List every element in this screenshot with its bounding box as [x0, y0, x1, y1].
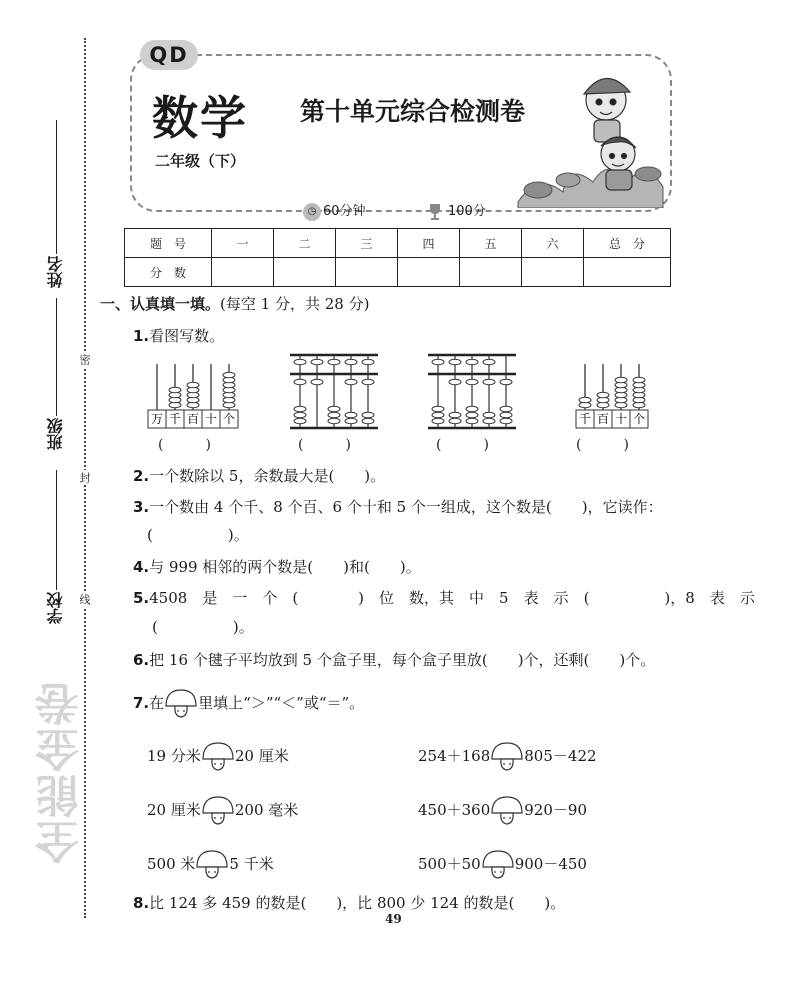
- school-blank: [56, 470, 57, 590]
- score-cell[interactable]: [584, 258, 671, 287]
- mushroom-icon: [164, 688, 198, 720]
- score-cell[interactable]: [398, 258, 460, 287]
- compare-row: 254＋168 805－422: [418, 741, 597, 773]
- table-header-cell: 一: [212, 229, 274, 258]
- abacus-d: [572, 360, 652, 432]
- score-table: [124, 228, 671, 287]
- abacus-label: 个: [632, 412, 646, 426]
- answer-blank[interactable]: ( ): [576, 437, 629, 453]
- seal-word-feng: 封: [78, 472, 91, 483]
- compare-row: 500＋50 900－450: [418, 849, 587, 881]
- time-limit: ◷ 60分钟: [303, 200, 366, 221]
- question-8: 8.比 124 多 459 的数是( )，比 800 少 124 的数是( )。: [133, 894, 566, 912]
- question-5-continuation: ( )。: [152, 618, 254, 636]
- score-table-header-row: [125, 229, 671, 258]
- trophy-icon: [428, 203, 442, 221]
- abacus-label: 十: [614, 412, 628, 426]
- table-header-cell: 六: [522, 229, 584, 258]
- abacus-label: 百: [596, 412, 610, 426]
- abacus-a: [143, 360, 243, 432]
- section-title: 一、认真填一填。(每空 1 分，共 28 分): [100, 295, 370, 313]
- question-3-continuation: ( )。: [147, 526, 249, 544]
- compare-blank-mushroom-icon[interactable]: [195, 849, 229, 881]
- score-cell[interactable]: [522, 258, 584, 287]
- compare-blank-mushroom-icon[interactable]: [490, 795, 524, 827]
- clock-icon: ◷: [303, 203, 321, 221]
- abacus-label: 个: [222, 412, 236, 426]
- class-blank: [56, 298, 57, 416]
- name-blank: [56, 120, 57, 254]
- seal-word-xian: 线: [78, 594, 91, 605]
- abacus-c: [426, 352, 518, 432]
- full-score: 100分: [428, 200, 486, 221]
- compare-blank-mushroom-icon[interactable]: [201, 795, 235, 827]
- question-7: 7.在 里填上“＞”“＜”或“＝”。: [133, 688, 364, 720]
- school-label: 学校: [46, 592, 65, 624]
- question-1: 1.看图写数。: [133, 327, 225, 345]
- abacus-label: 千: [578, 412, 592, 426]
- edition-badge: QD: [140, 40, 198, 70]
- abacus-label: 千: [168, 412, 182, 426]
- question-6: 6.把 16 个毽子平均放到 5 个盒子里，每个盒子里放( )个，还剩( )个。: [133, 651, 656, 669]
- table-header-cell: 题 号: [125, 229, 212, 258]
- compare-blank-mushroom-icon[interactable]: [201, 741, 235, 773]
- class-label: 班级: [46, 418, 65, 450]
- compare-blank-mushroom-icon[interactable]: [481, 849, 515, 881]
- score-table-score-row: [125, 258, 671, 287]
- abacus-label: 十: [204, 412, 218, 426]
- abacus-b: [288, 352, 380, 432]
- table-header-cell: 四: [398, 229, 460, 258]
- abacus-label: 万: [150, 412, 164, 426]
- page-number: 49: [385, 912, 402, 926]
- compare-row: 500 米 5 千米: [147, 849, 274, 881]
- question-4: 4.与 999 相邻的两个数是( )和( )。: [133, 558, 421, 576]
- seal-word-mi: 密: [78, 354, 91, 365]
- compare-row: 450＋360 920－90: [418, 795, 587, 827]
- score-cell[interactable]: [274, 258, 336, 287]
- answer-blank[interactable]: ( ): [158, 437, 211, 453]
- subject-title: 数学: [152, 91, 248, 145]
- score-cell[interactable]: [212, 258, 274, 287]
- cartoon-kids-illustration: [508, 62, 670, 208]
- compare-blank-mushroom-icon[interactable]: [490, 741, 524, 773]
- score-cell[interactable]: [336, 258, 398, 287]
- grade-label: 二年级（下）: [155, 152, 246, 170]
- question-5: 5.4508 是 一 个 ( ) 位 数，其 中 5 表 示 ( )，8 表 示: [133, 589, 755, 607]
- table-header-cell: 二: [274, 229, 336, 258]
- answer-blank[interactable]: ( ): [436, 437, 489, 453]
- exam-title: 第十单元综合检测卷: [300, 97, 526, 126]
- table-row-label: 分 数: [125, 258, 212, 287]
- brand-watermark: 全能金卷: [36, 680, 87, 864]
- table-header-cell: 总 分: [584, 229, 671, 258]
- abacus-label: 百: [186, 412, 200, 426]
- compare-row: 20 厘米 200 毫米: [147, 795, 298, 827]
- table-header-cell: 五: [460, 229, 522, 258]
- score-cell[interactable]: [460, 258, 522, 287]
- answer-blank[interactable]: ( ): [298, 437, 351, 453]
- compare-row: 19 分米 20 厘米: [147, 741, 289, 773]
- name-label: 姓名: [46, 256, 65, 288]
- question-3: 3.一个数由 4 个千、8 个百、6 个十和 5 个一组成，这个数是( )，它读作：: [133, 498, 663, 516]
- table-header-cell: 三: [336, 229, 398, 258]
- question-2: 2.一个数除以 5，余数最大是( )。: [133, 467, 386, 485]
